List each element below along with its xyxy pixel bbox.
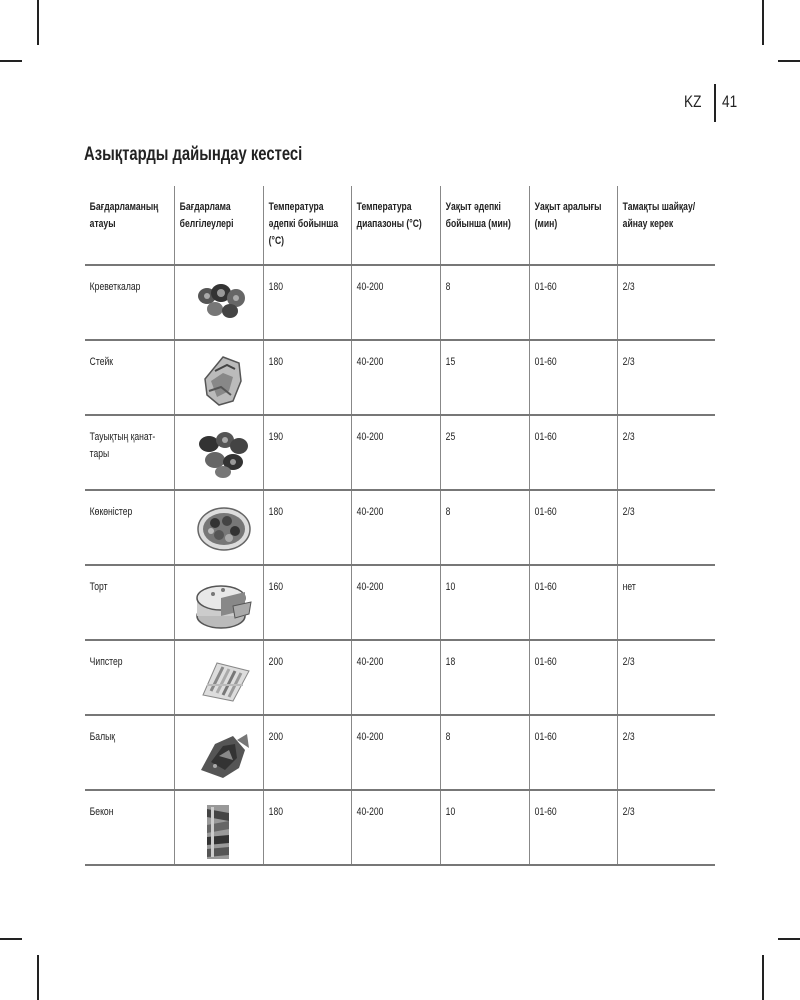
crop-mark: [0, 60, 22, 62]
crop-mark: [762, 0, 764, 45]
header-divider: [714, 84, 716, 122]
table-row: Тауықтың қанат-тары 190 40-200 25 01-60 2/3: [85, 415, 715, 490]
fish-icon: [193, 726, 255, 784]
program-name: Стейк: [89, 356, 114, 368]
column-header: Тамақты шайқау/ айнау керек: [617, 186, 715, 265]
language-code: KZ: [684, 92, 702, 111]
table-row: Креветкалар 180 40-200 8 01-60 2/3: [85, 265, 715, 340]
column-header: Уақыт аралығы (мин): [529, 186, 617, 265]
table-row: Көкөністер 180 40-200 8 01-60 2/3: [85, 490, 715, 565]
crop-mark: [0, 938, 22, 940]
steak-icon: [193, 351, 253, 411]
program-name: Тауықтың қанат-тары: [89, 431, 156, 460]
chicken-wings-icon: [193, 426, 255, 481]
column-header: Уақыт әдепкі бойынша (мин): [440, 186, 529, 265]
page-number: 41: [722, 92, 738, 111]
bacon-icon: [193, 801, 243, 863]
table-header-row: [85, 186, 715, 265]
fries-icon: [193, 651, 255, 709]
program-name: Торт: [89, 581, 108, 593]
table-row: Чипстер 200 40-200 18 01-60 2/3: [85, 640, 715, 715]
program-name: Балық: [89, 731, 116, 743]
crop-mark: [37, 0, 39, 45]
column-header: Бағдарламаның атауы: [85, 186, 174, 265]
page-title: Азықтарды дайындау кестесі: [84, 144, 303, 165]
column-header: Температура диапазоны (°C): [351, 186, 440, 265]
column-header: Температура әдепкі бойынша (°C): [263, 186, 351, 265]
program-name: Чипстер: [89, 656, 123, 668]
crop-mark: [778, 938, 800, 940]
cake-icon: [193, 576, 255, 634]
program-name: Креветкалар: [89, 281, 141, 293]
program-name: Көкөністер: [89, 506, 133, 518]
crop-mark: [778, 60, 800, 62]
program-name: Бекон: [89, 806, 114, 818]
crop-mark: [762, 955, 764, 1000]
table-row: Торт 160 40-200 10 01-60 нет: [85, 565, 715, 640]
table-row: Стейк 180 40-200 15 01-60 2/3: [85, 340, 715, 415]
table-row: Бекон 180 40-200 10 01-60 2/3: [85, 790, 715, 865]
table-row: Балық 200 40-200 8 01-60 2/3: [85, 715, 715, 790]
shrimp-icon: [193, 276, 253, 326]
cooking-table: [85, 186, 715, 866]
column-header: Бағдарлама белгілеулері: [174, 186, 263, 265]
crop-mark: [37, 955, 39, 1000]
vegetables-icon: [193, 501, 255, 556]
